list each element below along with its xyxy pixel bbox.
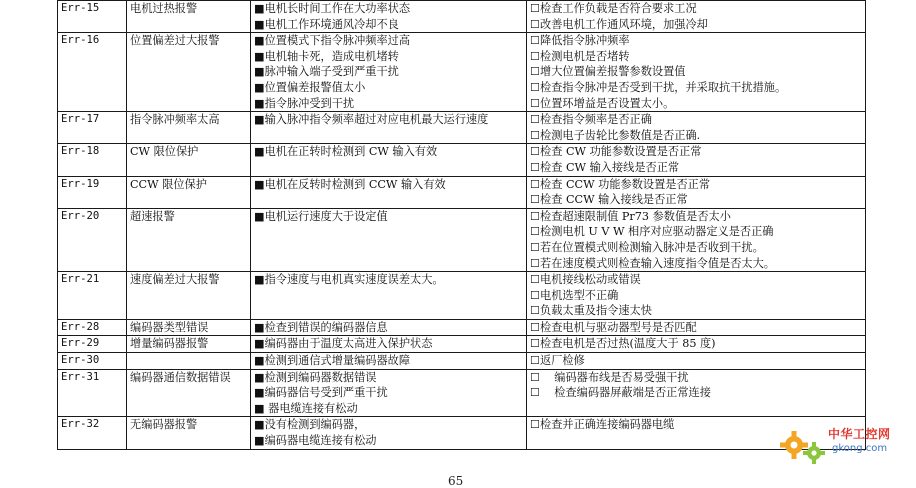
- cause-cell: [251, 144, 527, 176]
- cause-cell: [251, 208, 527, 271]
- error-code: Err-29: [58, 336, 127, 353]
- cause-line: ■电机工作环境通风冷却不良: [254, 17, 399, 31]
- fix-line: ☐ 检查编码器屏蔽端是否正常连接: [530, 386, 711, 400]
- cause-line: ■检测到通信式增量编码器故障: [254, 354, 411, 368]
- cause-cell: [251, 176, 527, 208]
- table-row: [58, 319, 866, 336]
- fix-line: ☐检查超速限制值 Pr73 参数值是否太小: [530, 209, 731, 223]
- cause-cell: [251, 1, 527, 33]
- error-code: Err-16: [58, 33, 127, 112]
- fix-cell: [527, 112, 866, 144]
- table-row: [58, 336, 866, 353]
- table-row: [58, 353, 866, 370]
- fix-line: ☐ 编码器布线是否易受强干扰: [530, 370, 689, 384]
- cause-line: ■电机长时间工作在大功率状态: [254, 2, 411, 15]
- watermark-url: gkong.com: [832, 443, 888, 454]
- cause-line: ■电机在反转时检测到 CCW 输入有效: [254, 177, 446, 191]
- fix-line: ☐检查指令频率是否正确: [530, 113, 652, 127]
- error-name: 编码器类型错误: [127, 319, 251, 336]
- table-row: [58, 1, 866, 33]
- fix-line: ☐若在速度模式则检查输入速度指令值是否太大。: [530, 256, 775, 270]
- cause-cell: [251, 319, 527, 336]
- error-name: 无编码器报警: [127, 417, 251, 449]
- error-code: Err-20: [58, 208, 127, 271]
- fix-cell: [527, 319, 866, 336]
- fix-line: ☐改善电机工作通风环境，加强冷却: [530, 17, 708, 31]
- fix-line: ☐降低指令脉冲频率: [530, 34, 630, 48]
- fix-line: ☐检查 CCW 功能参数设置是否正常: [530, 177, 711, 191]
- error-name: 增量编码器报警: [127, 336, 251, 353]
- fix-cell: [527, 208, 866, 271]
- cause-line: ■电机运行速度大于设定值: [254, 209, 388, 223]
- fix-line: ☐检测电子齿轮比参数值是否正确.: [530, 128, 701, 142]
- table-row: [58, 369, 866, 417]
- fix-cell: [527, 176, 866, 208]
- error-code: Err-15: [58, 1, 127, 33]
- cause-cell: [251, 33, 527, 112]
- cause-line: ■没有检测到编码器，: [254, 418, 366, 432]
- fix-line: ☐若在位置模式则检测输入脉冲是否收到干扰。: [530, 240, 764, 254]
- fix-line: ☐检查工作负载是否符合要求工况: [530, 2, 697, 15]
- fix-line: ☐检查电机与驱动器型号是否匹配: [530, 320, 697, 334]
- error-name: 指令脉冲频率太高: [127, 112, 251, 144]
- error-name: CW 限位保护: [127, 144, 251, 176]
- cause-line: ■电机在正转时检测到 CW 输入有效: [254, 145, 438, 159]
- error-code: Err-30: [58, 353, 127, 370]
- fix-line: ☐返厂检修: [530, 354, 585, 368]
- error-name: 编码器通信数据错误: [127, 369, 251, 417]
- cause-line: ■指令速度与电机真实速度误差太大。: [254, 273, 444, 287]
- error-code: Err-19: [58, 176, 127, 208]
- table-row: [58, 176, 866, 208]
- cause-cell: [251, 353, 527, 370]
- cause-line: ■编码器由于温度太高进入保护状态: [254, 337, 433, 351]
- error-code: Err-18: [58, 144, 127, 176]
- error-name: 位置偏差过大报警: [127, 33, 251, 112]
- cause-cell: [251, 417, 527, 449]
- fix-line: ☐电机选型不正确: [530, 288, 619, 302]
- fix-line: ☐检查并正确连接编码器电缆: [530, 418, 675, 432]
- fix-line: ☐检查 CCW 输入接线是否正常: [530, 193, 688, 207]
- watermark: [776, 423, 896, 469]
- error-name: CCW 限位保护: [127, 176, 251, 208]
- error-code: Err-32: [58, 417, 127, 449]
- fix-cell: [527, 1, 866, 33]
- cause-cell: [251, 112, 527, 144]
- fix-line: ☐增大位置偏差报警参数设置值: [530, 65, 686, 79]
- alarm-table-body: [58, 1, 866, 450]
- table-row: [58, 272, 866, 320]
- table-row: [58, 144, 866, 176]
- cause-cell: [251, 336, 527, 353]
- error-code: Err-31: [58, 369, 127, 417]
- error-name: 速度偏差过大报警: [127, 272, 251, 320]
- cause-line: ■脉冲输入端子受到严重干扰: [254, 65, 399, 79]
- gear-icon: [776, 423, 836, 469]
- fix-line: ☐检查 CW 输入接线是否正常: [530, 160, 680, 174]
- cause-line: ■检查到错误的编码器信息: [254, 320, 388, 334]
- error-name: 电机过热报警: [127, 1, 251, 33]
- error-name: [127, 353, 251, 370]
- table-row: [58, 33, 866, 112]
- table-row: [58, 112, 866, 144]
- error-code: Err-28: [58, 319, 127, 336]
- cause-line: ■编码器电缆连接有松动: [254, 434, 377, 448]
- cause-line: ■ 器电缆连接有松动: [254, 401, 358, 415]
- fix-line: ☐位置环增益是否设置太小。: [530, 96, 675, 110]
- fix-line: ☐检查指令脉冲是否受到干扰，并采取抗干扰措施。: [530, 80, 787, 94]
- error-code: Err-17: [58, 112, 127, 144]
- fix-cell: [527, 144, 866, 176]
- error-code: Err-21: [58, 272, 127, 320]
- cause-line: ■位置偏差报警值太小: [254, 80, 366, 94]
- cause-cell: [251, 369, 527, 417]
- page-number: 65: [448, 474, 464, 488]
- fix-cell: [527, 369, 866, 417]
- cause-line: ■检测到编码器数据错误: [254, 370, 377, 384]
- fix-cell: [527, 272, 866, 320]
- cause-line: ■电机轴卡死，造成电机堵转: [254, 49, 399, 63]
- table-row: [58, 417, 866, 449]
- alarm-table: [57, 0, 866, 450]
- fix-cell: [527, 33, 866, 112]
- cause-line: ■位置模式下指令脉冲频率过高: [254, 34, 411, 48]
- fix-line: ☐检查 CW 功能参数设置是否正常: [530, 145, 702, 159]
- fix-line: ☐检测电机是否堵转: [530, 49, 630, 63]
- error-name: 超速报警: [127, 208, 251, 271]
- fix-line: ☐电机接线松动或错误: [530, 273, 641, 287]
- cause-line: ■编码器信号受到严重干扰: [254, 386, 388, 400]
- fix-cell: [527, 336, 866, 353]
- cause-line: ■输入脉冲指令频率超过对应电机最大运行速度: [254, 113, 489, 127]
- fix-line: ☐检查电机是否过热(温度大于 85 度): [530, 337, 716, 351]
- table-row: [58, 208, 866, 271]
- fix-cell: [527, 353, 866, 370]
- fix-line: ☐检测电机 U V W 相序对应驱动器定义是否正确: [530, 225, 774, 239]
- cause-cell: [251, 272, 527, 320]
- watermark-title: 中华工控网: [828, 427, 891, 441]
- fix-line: ☐负载太重及指令速太快: [530, 304, 652, 318]
- cause-line: ■指令脉冲受到干扰: [254, 96, 355, 110]
